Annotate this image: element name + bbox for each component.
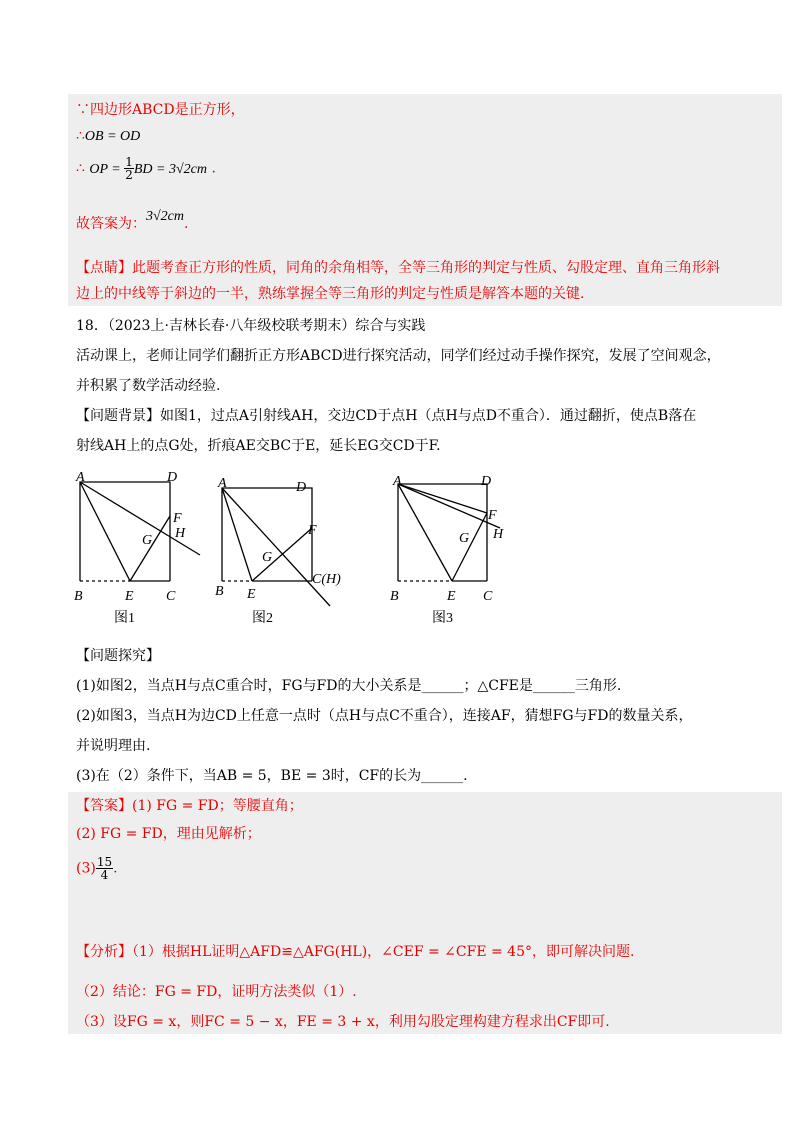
- prev-comment-line-1: 【点睛】此题考查正方形的性质，同角的余角相等，全等三角形的判定与性质、勾股定理、直角三角形斜: [76, 260, 720, 276]
- analysis-line-1: 【分析】（1）根据HL证明△AFD≌△AFG(HL)，∠CEF = ∠CFE = 45°，即可解决问题.: [76, 944, 635, 960]
- problem-intro-2: 并积累了数学活动经验.: [76, 378, 221, 394]
- fig2-label: B: [215, 584, 224, 599]
- fraction-15-4: $\frac{15}{4}$: [96, 855, 113, 882]
- answer-tag: 【答案】: [76, 798, 132, 814]
- figures-area: [0, 466, 800, 636]
- fig3-label: C: [483, 589, 493, 604]
- prev-line-4: 故答案为：3√2cm.: [76, 209, 189, 232]
- answer-line-1: 【答案】(1) FG = FD；等腰直角；: [76, 798, 303, 814]
- fig2-label: D: [296, 480, 307, 495]
- prev-line-3: ∴ OP = $\frac{1}{2}$ BD = 3√2cm .: [76, 155, 216, 182]
- fig1-label: D: [167, 470, 178, 485]
- fig2-label: F: [308, 523, 317, 538]
- figure-2-caption: 图2: [252, 611, 273, 626]
- analysis-tag: 【分析】: [76, 944, 132, 960]
- fig2-label: G: [262, 550, 273, 565]
- problem-intro-1: 活动课上，老师让同学们翻折正方形ABCD进行探究活动，同学们经过动手操作探究，发展了空间观念，: [76, 348, 721, 364]
- fraction-one-half: $\frac{1}{2}$: [125, 155, 133, 182]
- answer-line-3: (3) $\frac{15}{4}$ .: [76, 855, 118, 882]
- question-3: (3)在（2）条件下，当AB = 5，BE = 3时，CF的长为______.: [76, 768, 468, 784]
- fig1-label: C: [166, 589, 176, 604]
- figure-3-caption: 图3: [432, 611, 453, 626]
- fig3-label: E: [447, 589, 456, 604]
- fig3-label: D: [481, 474, 492, 489]
- comment-tag: 【点睛】: [76, 260, 132, 276]
- fig1-label: F: [173, 511, 182, 526]
- fig1-label: H: [175, 526, 186, 541]
- prev-comment-line-2: 边上的中线等于斜边的一半，熟练掌握全等三角形的判定与性质是解答本题的关键.: [76, 286, 585, 302]
- problem-background-2: 射线AH上的点G处，折痕AE交BC于E，延长EG交CD于F.: [76, 438, 441, 454]
- question-2-line-1: (2)如图3，当点H为边CD上任意一点时（点H与点C不重合），连接AF，猜想FG与FD的数量关系，: [76, 708, 693, 724]
- prev-line-1: ∵四边形ABCD是正方形，: [76, 102, 245, 118]
- fig2-label: C(H): [312, 572, 341, 587]
- fig3-label: G: [459, 531, 470, 546]
- answer-line-2: (2) FG = FD，理由见解析；: [76, 826, 261, 842]
- fig1-label: G: [142, 533, 153, 548]
- fig1-label: A: [76, 470, 85, 485]
- question-1: (1)如图2，当点H与点C重合时，FG与FD的大小关系是______；△CFE是______三角形.: [76, 678, 622, 694]
- fig3-label: A: [393, 474, 402, 489]
- fig1-label: B: [74, 589, 83, 604]
- fig2-label: E: [247, 587, 256, 602]
- explore-title: 【问题探究】: [76, 648, 160, 664]
- op-equation: OP = $\frac{1}{2}$ BD = 3√2cm: [89, 155, 207, 182]
- figure-2: [222, 488, 330, 606]
- question-2-line-2: 并说明理由.: [76, 738, 151, 754]
- analysis-line-2: （2）结论：FG = FD，证明方法类似（1）.: [76, 984, 357, 1000]
- ob-od-equation: OB = OD: [84, 129, 141, 144]
- problem-background-1: 【问题背景】如图1，过点A引射线AH，交边CD于点H（点H与点D不重合）．通过翻折，使点B落在: [76, 408, 697, 424]
- analysis-line-3: （3）设FG = x，则FC = 5 − x，FE = 3 + x，利用勾股定理构建方程求出CF即可.: [76, 1014, 610, 1030]
- fig2-label: A: [218, 476, 227, 491]
- figure-1-caption: 图1: [114, 611, 135, 626]
- problem-header: 18．（2023上·吉林长春·八年级校联考期末）综合与实践: [76, 318, 426, 334]
- answer-value: 3√2cm: [146, 209, 185, 224]
- figure-3: [398, 484, 500, 581]
- fig3-label: B: [390, 589, 399, 604]
- therefore-symbol: ∴: [76, 160, 85, 177]
- therefore-symbol: ∴: [76, 128, 85, 144]
- fig1-label: E: [125, 589, 134, 604]
- fig3-label: H: [493, 527, 504, 542]
- prev-line-2: [76, 126, 140, 147]
- fig3-label: F: [488, 508, 497, 523]
